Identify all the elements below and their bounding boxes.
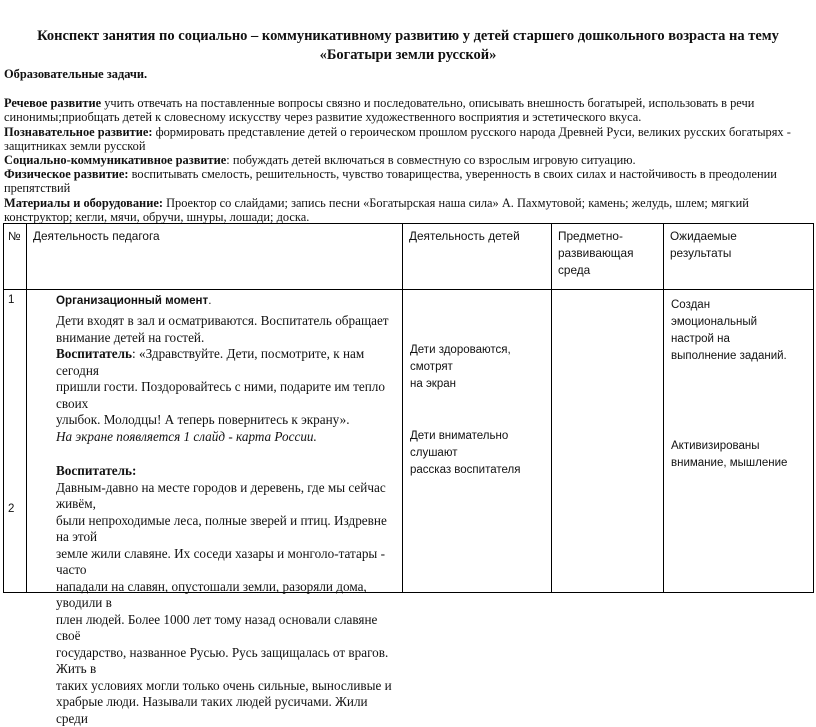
teacher-intro: Дети входят в зал и осматриваются. Воспитатель обращает внимание детей на гостей. Воспитатель: «Здравствуйте. Дети, посмотрите, к нам сегодня пришли гости. Поздоровайтесь с ними, подарите им тепло своих улыбок. Молодцы! А теперь повернитесь к экрану». На экране появляется 1 слайд - карта России. Воспитатель: Давным-давно на месте городов и деревень, где мы сейчас живём, были непроходимые леса, полные зверей и птиц. Издревне на этой земле жили славяне. Их соседи хазары и монголо-татары - часто нападали на славян, опустошали земли, разоряли дома, уводили в плен людей. Более 1000 лет тому назад основали славяне своё государство, названное Русью. Русь защищалась от врагов. Жить в таких условиях могли только очень сильные, выносливые и храбрые люди. Называли таких людей русичами. Жили среди xyxy=(56,313,402,727)
children-activity-2: Дети внимательно слушают рассказ воспитателя xyxy=(410,428,551,479)
speech-goal-label: Речевое развитие xyxy=(4,96,101,110)
speech-goal xyxy=(4,96,754,111)
cognitive-goal-text: формировать представление детей о героическом прошлом русского народа Древней Руси, великих русских богатырях - xyxy=(152,125,790,139)
document-title-line-2: «Богатыри земли русской» xyxy=(0,46,816,65)
cognitive-goal-label: Познавательное развитие: xyxy=(4,125,152,139)
social-goal xyxy=(4,153,636,168)
teacher-speaker-label: Воспитатель: xyxy=(56,463,402,480)
expected-result-2: Активизированы внимание, мышление xyxy=(671,438,787,472)
physical-goal-continued: препятствий xyxy=(4,181,70,196)
teacher-activity-cell xyxy=(27,290,403,593)
lesson-plan-table xyxy=(3,223,814,593)
physical-goal xyxy=(4,167,777,182)
social-goal-label: Социально-коммуникативное развитие xyxy=(4,153,226,167)
speech-goal-text: учить отвечать на поставленные вопросы связно и последовательно, описывать внешность богатырей, использовать в речи xyxy=(101,96,754,110)
physical-goal-label: Физическое развитие: xyxy=(4,167,129,181)
slide-note: На экране появляется 1 слайд - карта России. xyxy=(56,429,402,446)
materials xyxy=(4,196,749,211)
cognitive-goal-continued: защитниках земли русской xyxy=(4,139,145,154)
materials-continued: конструктор; кегли, мячи, обручи, шнуры, лошади; доска. xyxy=(4,210,309,225)
tasks-heading: Образовательные задачи. xyxy=(4,67,147,82)
header-cell-children: Деятельность детей xyxy=(403,224,552,290)
header-cell-num: № xyxy=(4,224,27,290)
children-activity-1: Дети здороваются, смотрят на экран xyxy=(410,342,551,393)
document-title-line-1: Конспект занятия по социально – коммуникативному развитию у детей старшего дошкольного возраста на тему xyxy=(0,27,816,46)
cognitive-goal xyxy=(4,125,791,140)
org-moment: Организационный момент. xyxy=(56,292,402,309)
results-cell xyxy=(664,290,814,593)
materials-label: Материалы и оборудование: xyxy=(4,196,163,210)
row-num-cell xyxy=(4,290,27,593)
expected-result-1: Создан эмоциональный настрой на выполнение заданий. xyxy=(671,297,787,365)
header-cell-results: Ожидаемые результаты xyxy=(664,224,814,290)
header-cell-teacher: Деятельность педагога xyxy=(27,224,403,290)
materials-text: Проектор со слайдами; запись песни «Богатырская наша сила» А. Пахмутовой; камень; желудь, шлем; мягкий xyxy=(163,196,749,210)
physical-goal-text: воспитывать смелость, решительность, чувство товарищества, уверенность в своих силах и настойчивость в преодолении xyxy=(129,167,777,181)
social-goal-text: : побуждать детей включаться в совместную со взрослым игровую ситуацию. xyxy=(226,153,635,167)
header-cell-environment: Предметно- развивающая среда xyxy=(552,224,664,290)
row-number-1: 1 xyxy=(8,292,14,309)
environment-cell xyxy=(552,290,664,593)
speech-goal-continued: синонимы;приобщать детей к словесному искусству через развитие художественного восприятия и эстетического вкуса. xyxy=(4,110,641,125)
row-number-2: 2 xyxy=(8,501,14,518)
teacher-story: Давным-давно на месте городов и деревень, где мы сейчас живём, были непроходимые леса, полные зверей и птиц. Издревне на этой земле жили славяне. Их соседи хазары и монголо-татары - часто нападали на славян, опустошали земли, разоряли дома, уводили в плен людей. Более 1000 лет тому назад основали славяне своё государство, названное Русью. Русь защищалась от врагов. Жить в таких условиях могли только очень сильные, выносливые и храбрые люди. Называли таких людей русичами. Жили среди xyxy=(56,480,402,727)
table-header-row xyxy=(4,224,814,290)
table-row xyxy=(4,290,814,593)
children-activity-cell xyxy=(403,290,552,593)
